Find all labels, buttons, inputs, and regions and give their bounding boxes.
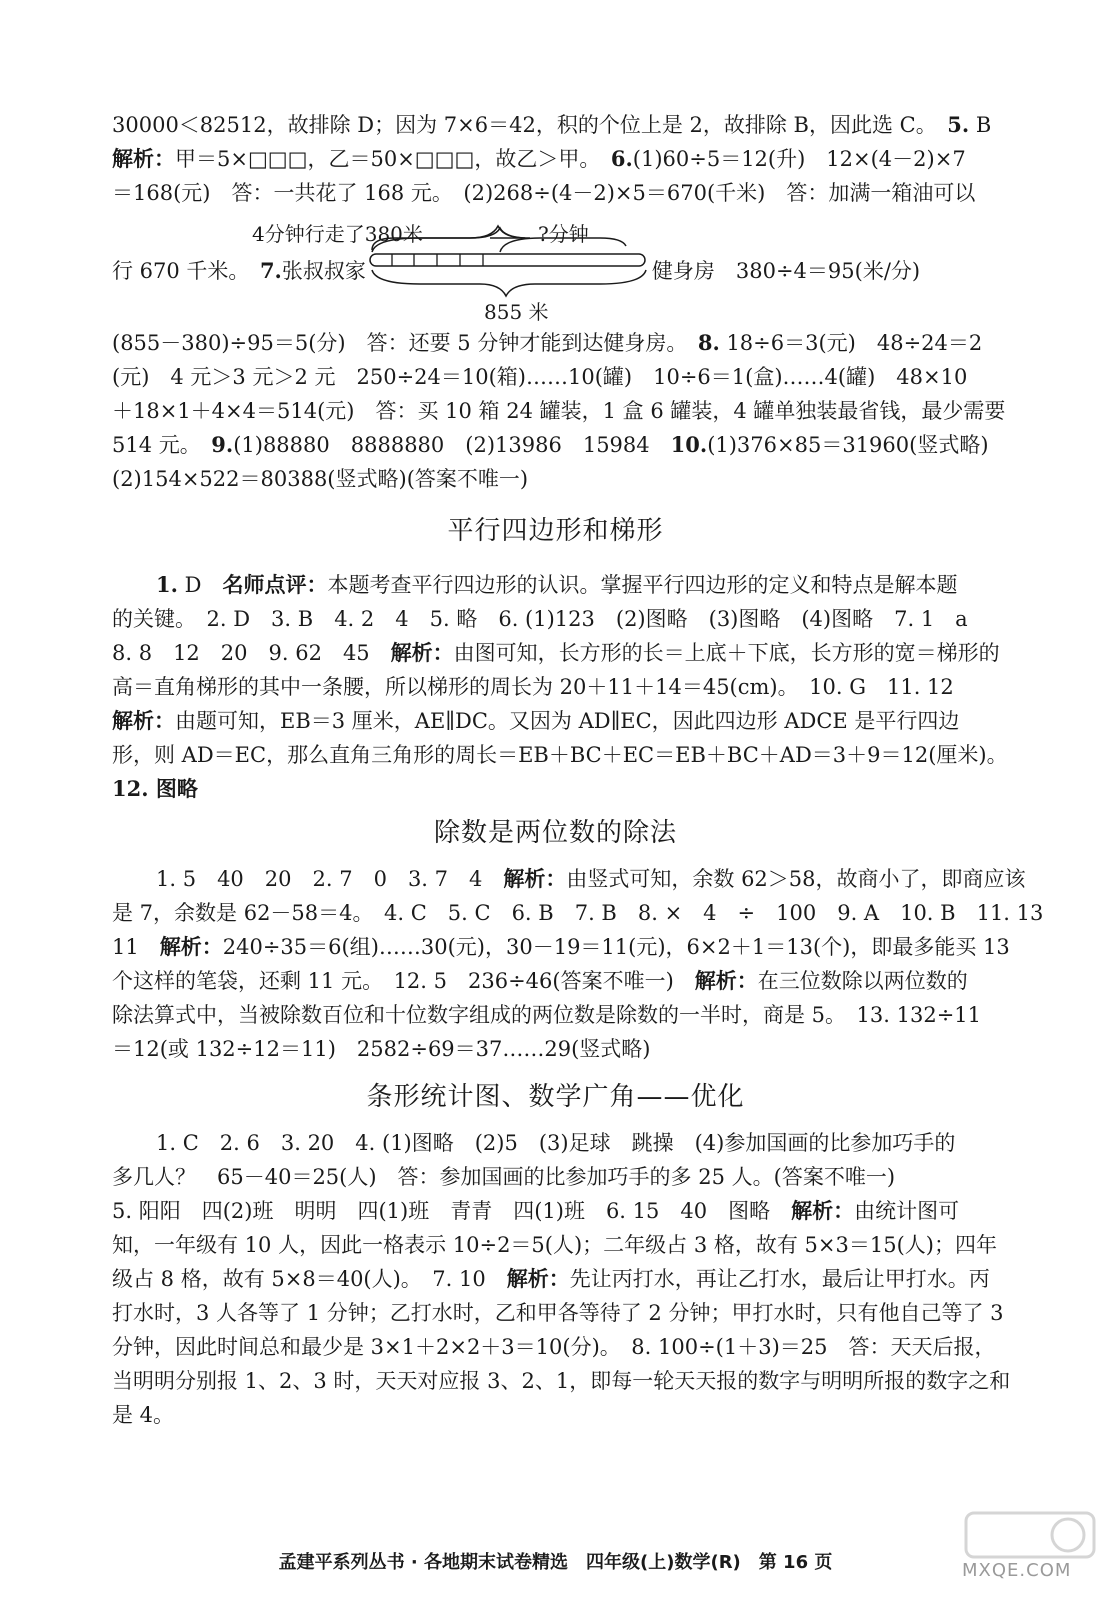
section-title: 平行四边形和梯形 xyxy=(447,516,664,546)
text-line: 1. D 名师点评：本题考查平行四边形的认识。掌握平行四边形的定义和特点是解本题 xyxy=(156,572,958,597)
page-footer: 孟建平系列丛书 · 各地期末试卷精选 四年级(上)数学(R) 第 16 页 xyxy=(278,1552,833,1573)
text-line: 5. 阳阳 四(2)班 明明 四(1)班 青青 四(1)班 6. 15 40 图略 解析：由统计图可 xyxy=(112,1198,960,1223)
text-line: 是 7，余数是 62－58＝4。 4. C 5. C 6. B 7. B 8. × 4 ÷ 100 9. A 10. B 11. 13 xyxy=(112,901,1044,925)
text-line: 除法算式中，当被除数百位和十位数字组成的两位数是除数的一半时，商是 5。 13. 132÷11 xyxy=(112,1003,982,1027)
text-line: ＝168(元) 答：一共花了 168 元。 (2)268÷(4－2)×5＝670(千米) 答：加满一箱油可以 xyxy=(112,181,976,205)
text-line: ＋18×1＋4×4＝514(元) 答：买 10 箱 24 罐装，1 盒 6 罐装，4 罐单独装最省钱，最少需要 xyxy=(112,399,1006,423)
section-parallelogram xyxy=(112,568,1022,806)
text-line: 1. 5 40 20 2. 7 0 3. 7 4 解析：由竖式可知，余数 62＞58，故商小了，即商应该 xyxy=(156,866,1026,891)
section-title: 除数是两位数的除法 xyxy=(433,818,677,848)
text-line: 是 4。 xyxy=(112,1403,175,1427)
top-answers xyxy=(112,108,1022,210)
text-line: 打水时，3 人各等了 1 分钟；乙打水时，乙和甲各等待了 2 分钟；甲打水时，只有他自己等了 3 xyxy=(112,1301,1004,1325)
diagram-label-unknown: ?分钟 xyxy=(538,222,589,246)
section-title: 条形统计图、数学广角——优化 xyxy=(366,1082,745,1112)
top-answers-rest xyxy=(112,326,1022,496)
text-line: 分钟，因此时间总和最少是 3×1＋2×2＋3＝10(分)。 8. 100÷(1＋3)＝25 答：天天后报， xyxy=(112,1335,996,1359)
section-division xyxy=(112,862,1044,1066)
text-line: 30000＜82512，故排除 D；因为 7×6＝42，积的个位上是 2，故排除 B，因此选 C。 5. B xyxy=(112,112,992,137)
text-line: 8. 8 12 20 9. 62 45 解析：由图可知，长方形的长＝上底＋下底，长方形的宽＝梯形的 xyxy=(112,640,1000,665)
text-line: 解析：甲＝5×□□□，乙＝50×□□□，故乙＞甲。 6.(1)60÷5＝12(升) 12×(4－2)×7 xyxy=(112,146,966,171)
text-line: 知，一年级有 10 人，因此一格表示 10÷2＝5(人)；二年级占 3 格，故有 5×3＝15(人)；四年 xyxy=(112,1233,997,1257)
text-line: 形，则 AD＝EC，那么直角三角形的周长＝EB＋BC＋EC＝EB＋BC＋AD＝3＋9＝12(厘米)。 xyxy=(112,743,1008,767)
text-line: 个这样的笔袋，还剩 11 元。 12. 5 236÷46(答案不唯一) 解析：在三位数除以两位数的 xyxy=(112,968,968,993)
text-line: 解析：由题可知，EB＝3 厘米，AE∥DC。又因为 AD∥EC，因此四边形 ADCE 是平行四边 xyxy=(112,708,960,733)
text-line: 当明明分别报 1、2、3 时，天天对应报 3、2、1，即每一轮天天报的数字与明明所报的数字之和 xyxy=(112,1369,1011,1393)
text-line: 514 元。 9.(1)88880 8888880 (2)13986 15984 10.(1)376×85＝31960(竖式略) xyxy=(112,432,989,457)
diagram-label-total: 855 米 xyxy=(484,300,549,324)
text-line: 12. 图略 xyxy=(112,776,198,801)
text-line: 多几人？ 65－40＝25(人) 答：参加国画的比参加巧手的多 25 人。(答案不唯一) xyxy=(112,1165,896,1189)
diagram-label-walked: 4分钟行走了380米 xyxy=(252,222,423,246)
text-line: 行 670 千米。 7.张叔叔家 健身房 380÷4＝95(米/分) xyxy=(112,258,921,283)
text-line: 11 解析：240÷35＝6(组)……30(元)，30－19＝11(元)，6×2＋1＝13(个)，即最多能买 13 xyxy=(112,934,1010,959)
top-answers-cont xyxy=(112,254,1022,288)
text-line: (855－380)÷95＝5(分) 答：还要 5 分钟才能到达健身房。 8. 18÷6＝3(元) 48÷24＝2 xyxy=(112,330,983,355)
text-line: (2)154×522＝80388(竖式略)(答案不唯一) xyxy=(112,467,529,491)
text-line: ＝12(或 132÷12＝11) 2582÷69＝37……29(竖式略) xyxy=(112,1037,651,1061)
text-line: 高＝直角梯形的其中一条腰，所以梯形的周长为 20＋11＋14＝45(cm)。 10. G 11. 12 xyxy=(112,675,954,699)
section-bar-chart xyxy=(112,1126,1022,1432)
watermark-text: MXQE.COM xyxy=(962,1560,1072,1581)
text-line: 级占 8 格，故有 5×8＝40(人)。 7. 10 解析：先让丙打水，再让乙打水，最后让甲打水。丙 xyxy=(112,1266,990,1291)
text-line: 1. C 2. 6 3. 20 4. (1)图略 (2)5 (3)足球 跳操 (4)参加国画的比参加巧手的 xyxy=(156,1131,956,1155)
text-line: 的关键。 2. D 3. B 4. 2 4 5. 略 6. (1)123 (2)图略 (3)图略 (4)图略 7. 1 a xyxy=(112,607,968,631)
text-line: (元) 4 元＞3 元＞2 元 250÷24＝10(箱)……10(罐) 10÷6＝1(盒)……4(罐) 48×10 xyxy=(112,365,968,389)
